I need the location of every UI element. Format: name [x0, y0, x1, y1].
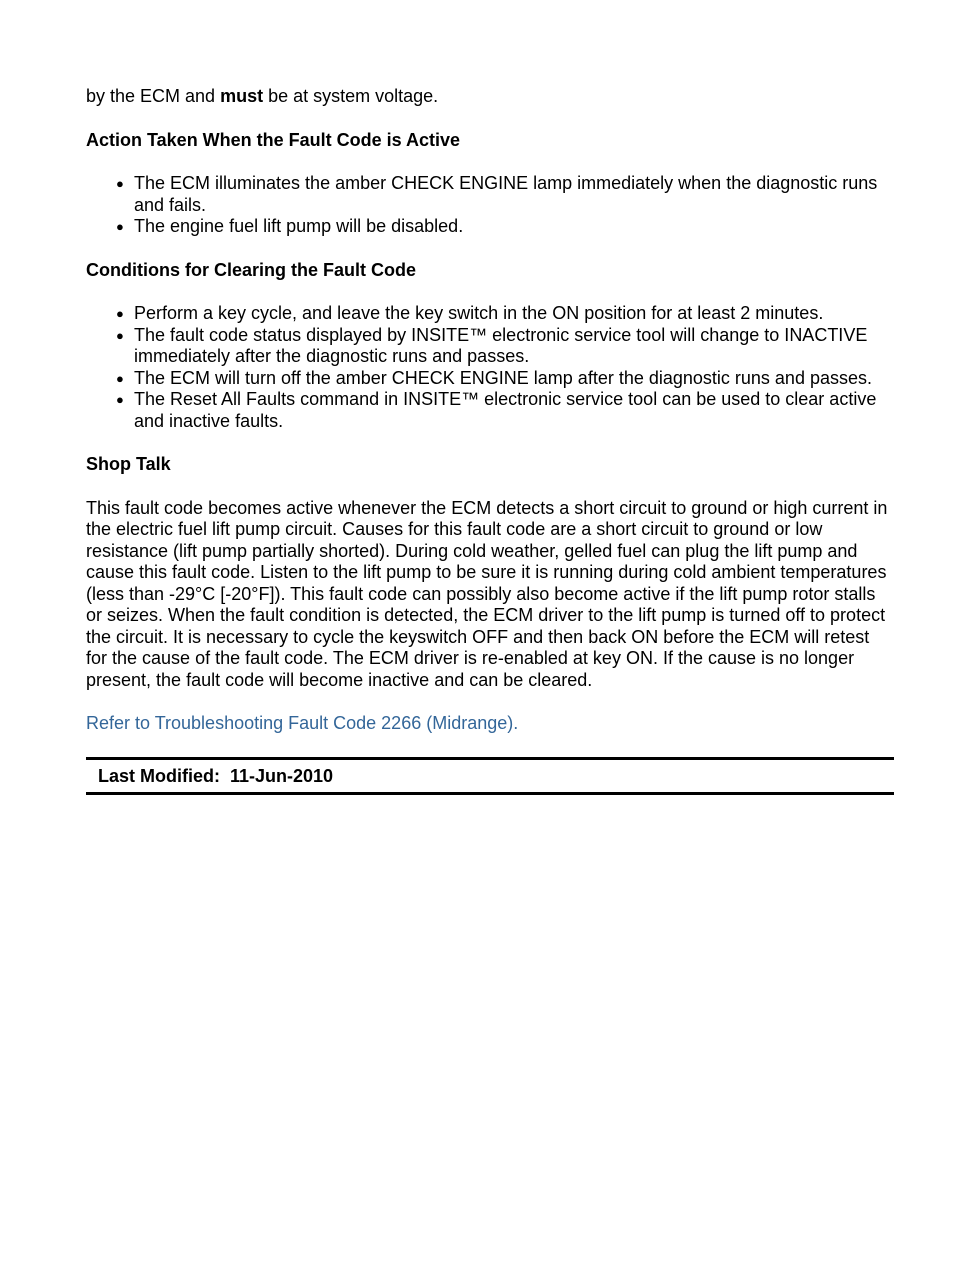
- list-item-text: The ECM illuminates the amber CHECK ENGINE lamp immediately when the diagnostic runs and fails.: [134, 173, 878, 215]
- intro-paragraph: [86, 86, 894, 108]
- bullet-icon: ●: [116, 370, 124, 386]
- shop-talk-heading: Shop Talk: [86, 454, 171, 474]
- list-item: [116, 216, 894, 238]
- intro-text-after: be at system voltage.: [263, 86, 439, 106]
- bullet-icon: ●: [116, 176, 124, 191]
- intro-bold-word: must: [220, 86, 264, 106]
- bullet-icon: ●: [116, 219, 124, 234]
- bullet-icon: ●: [116, 392, 124, 407]
- list-item-text: The ECM will turn off the amber CHECK ENGINE lamp after the diagnostic runs and passes.: [134, 367, 872, 388]
- list-item-text: The engine fuel lift pump will be disabled.: [134, 216, 464, 236]
- list-item: [116, 324, 894, 368]
- list-item: [116, 389, 894, 432]
- shop-talk-body: This fault code becomes active whenever the ECM detects a short circuit to ground or high current in the electric fuel lift pump circuit. Causes for this fault code are a short circuit to ground or low resistance (lift pump partially shorted). During cold weather, gelled fuel can plug the lift pump and cause this fault code. Listen to the lift pump to be sure it is running during cold ambient temperatures (less than -29°C [-20°F]). This fault code can possibly also become active if the lift pump rotor stalls or seizes. When the fault condition is detected, the ECM driver to the lift pump is turned off to protect the circuit. It is necessary to cycle the keyswitch OFF and then back ON before the ECM will retest for the cause of the fault code. The ECM driver is re-enabled at key ON. If the cause is no longer present, the fault code will become inactive and can be cleared.: [86, 497, 888, 690]
- bullet-icon: ●: [116, 327, 124, 343]
- intro-text-before: by the ECM and: [86, 86, 221, 106]
- list-item: [116, 173, 894, 216]
- list-item: [116, 303, 894, 325]
- reference-paragraph: [86, 713, 894, 735]
- list-item-text: Perform a key cycle, and leave the key switch in the ON position for at least 2 minutes.: [134, 303, 824, 323]
- action-list: [86, 173, 894, 238]
- list-item-text: The Reset All Faults command in INSITE™ electronic service tool can be used to clear active and inactive faults.: [134, 389, 877, 431]
- troubleshooting-link[interactable]: Refer to Troubleshooting Fault Code 2266 (Midrange).: [86, 713, 519, 733]
- last-modified-bar: [86, 757, 894, 796]
- list-item-text: The fault code status displayed by INSITE™ electronic service tool will change to INACTIVE immediately after the diagnostic runs and passes.: [134, 324, 868, 366]
- last-modified-label: Last Modified:: [98, 765, 220, 786]
- action-heading: Action Taken When the Fault Code is Active: [86, 129, 461, 150]
- list-item: [116, 367, 894, 390]
- clearing-heading: Conditions for Clearing the Fault Code: [86, 259, 416, 280]
- last-modified-date: 11-Jun-2010: [230, 765, 334, 786]
- bullet-icon: ●: [116, 306, 124, 321]
- clearing-list: [86, 303, 894, 432]
- document-page: [86, 86, 894, 795]
